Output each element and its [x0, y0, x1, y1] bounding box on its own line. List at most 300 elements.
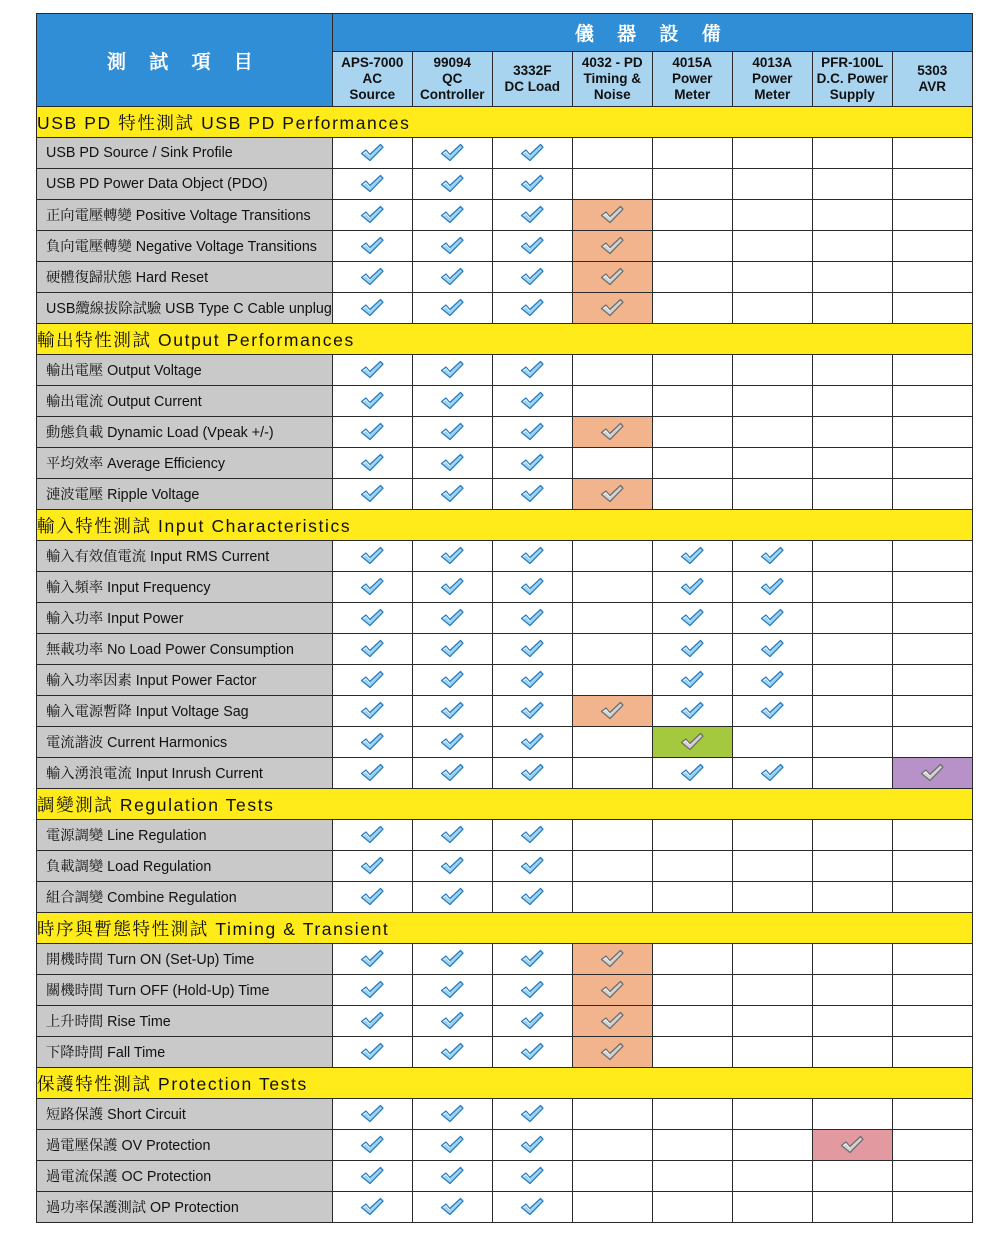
test-row [37, 944, 973, 975]
blue-check-icon [493, 763, 572, 783]
matrix-cell-avr5303 [892, 820, 972, 851]
matrix-cell-timing4032 [572, 138, 652, 169]
matrix-cell-dcload3332f [492, 355, 572, 386]
blue-check-icon [333, 422, 412, 442]
blue-check-icon [493, 174, 572, 194]
blue-check-icon [413, 1042, 492, 1062]
matrix-cell-qc99094 [412, 634, 492, 665]
blue-check-icon [413, 763, 492, 783]
matrix-cell-avr5303 [892, 1130, 972, 1161]
blue-check-icon [493, 577, 572, 597]
blue-check-icon [493, 732, 572, 752]
blue-check-icon [333, 1042, 412, 1062]
blue-check-icon [653, 577, 732, 597]
matrix-cell-avr5303 [892, 138, 972, 169]
blue-check-icon [413, 143, 492, 163]
matrix-cell-power4015a [652, 231, 732, 262]
test-item-label: 關機時間 Turn OFF (Hold-Up) Time [37, 975, 333, 1006]
blue-check-icon [333, 856, 412, 876]
section-title: 輸入特性測試 Input Characteristics [37, 510, 973, 541]
device-header-qc99094 [412, 52, 492, 107]
test-row [37, 448, 973, 479]
matrix-cell-avr5303 [892, 944, 972, 975]
gray-check-icon [893, 763, 972, 783]
blue-check-icon [333, 577, 412, 597]
matrix-cell-qc99094 [412, 665, 492, 696]
blue-check-icon [493, 856, 572, 876]
matrix-cell-power4013a [732, 572, 812, 603]
matrix-cell-qc99094 [412, 138, 492, 169]
matrix-cell-avr5303 [892, 1006, 972, 1037]
matrix-cell-pfr100l [812, 975, 892, 1006]
blue-check-icon [733, 701, 812, 721]
blue-check-icon [333, 701, 412, 721]
test-item-label: 硬體復歸狀態 Hard Reset [37, 262, 333, 293]
matrix-cell-timing4032 [572, 1099, 652, 1130]
device-name-line: DC Load [504, 79, 561, 94]
device-header-timing4032 [572, 52, 652, 107]
device-name-line: QC [442, 71, 463, 86]
matrix-cell-power4015a [652, 1192, 732, 1223]
section-row [37, 789, 973, 820]
matrix-cell-pfr100l [812, 169, 892, 200]
matrix-cell-power4015a [652, 975, 732, 1006]
blue-check-icon [493, 1135, 572, 1155]
blue-check-icon [653, 670, 732, 690]
matrix-cell-power4013a [732, 355, 812, 386]
test-row [37, 975, 973, 1006]
test-row [37, 479, 973, 510]
test-item-label: 電流諧波 Current Harmonics [37, 727, 333, 758]
blue-check-icon [413, 422, 492, 442]
blue-check-icon [333, 298, 412, 318]
test-row [37, 665, 973, 696]
matrix-cell-power4013a [732, 1006, 812, 1037]
blue-check-icon [333, 236, 412, 256]
gray-check-icon [573, 1011, 652, 1031]
section-row [37, 510, 973, 541]
device-name-line: AC [362, 71, 383, 86]
blue-check-icon [333, 391, 412, 411]
blue-check-icon [413, 701, 492, 721]
matrix-cell-power4013a [732, 944, 812, 975]
blue-check-icon [333, 608, 412, 628]
matrix-cell-dcload3332f [492, 665, 572, 696]
matrix-cell-power4013a [732, 851, 812, 882]
matrix-cell-aps7000 [332, 1006, 412, 1037]
blue-check-icon [333, 887, 412, 907]
matrix-cell-pfr100l [812, 1161, 892, 1192]
matrix-cell-timing4032 [572, 1161, 652, 1192]
matrix-cell-power4015a [652, 448, 732, 479]
blue-check-icon [493, 1104, 572, 1124]
matrix-cell-timing4032 [572, 169, 652, 200]
blue-check-icon [413, 267, 492, 287]
device-name-line: Supply [829, 87, 875, 102]
matrix-cell-qc99094 [412, 944, 492, 975]
matrix-cell-power4015a [652, 944, 732, 975]
matrix-cell-avr5303 [892, 479, 972, 510]
matrix-cell-qc99094 [412, 169, 492, 200]
gray-check-icon [813, 1135, 892, 1155]
matrix-cell-pfr100l [812, 944, 892, 975]
matrix-cell-aps7000 [332, 882, 412, 913]
gray-check-icon [573, 422, 652, 442]
matrix-cell-dcload3332f [492, 1006, 572, 1037]
blue-check-icon [413, 484, 492, 504]
blue-check-icon [493, 1197, 572, 1217]
matrix-cell-power4013a [732, 448, 812, 479]
device-name-line: D.C. Power [816, 71, 888, 86]
blue-check-icon [413, 1104, 492, 1124]
test-item-label: 過電壓保護 OV Protection [37, 1130, 333, 1161]
gray-check-icon [573, 484, 652, 504]
matrix-cell-power4015a [652, 200, 732, 231]
matrix-cell-aps7000 [332, 696, 412, 727]
blue-check-icon [493, 701, 572, 721]
matrix-cell-aps7000 [332, 293, 412, 324]
gray-check-icon [653, 732, 732, 752]
matrix-cell-pfr100l [812, 572, 892, 603]
matrix-cell-avr5303 [892, 541, 972, 572]
matrix-cell-power4013a [732, 727, 812, 758]
blue-check-icon [493, 360, 572, 380]
blue-check-icon [493, 1166, 572, 1186]
matrix-cell-power4015a [652, 882, 732, 913]
blue-check-icon [333, 825, 412, 845]
matrix-cell-qc99094 [412, 851, 492, 882]
blue-check-icon [413, 174, 492, 194]
matrix-cell-dcload3332f [492, 262, 572, 293]
matrix-cell-aps7000 [332, 727, 412, 758]
test-item-label: 輸入頻率 Input Frequency [37, 572, 333, 603]
test-row [37, 293, 973, 324]
matrix-cell-power4015a [652, 758, 732, 789]
blue-check-icon [413, 856, 492, 876]
matrix-cell-power4013a [732, 603, 812, 634]
device-name-line: Power [672, 71, 713, 86]
test-row [37, 1192, 973, 1223]
equipment-header: 儀 器 設 備 [332, 14, 972, 52]
blue-check-icon [653, 546, 732, 566]
matrix-cell-aps7000 [332, 851, 412, 882]
device-header-aps7000 [332, 52, 412, 107]
blue-check-icon [413, 1166, 492, 1186]
matrix-cell-aps7000 [332, 572, 412, 603]
matrix-cell-pfr100l [812, 1130, 892, 1161]
matrix-cell-power4015a [652, 1037, 732, 1068]
matrix-cell-power4015a [652, 479, 732, 510]
matrix-cell-dcload3332f [492, 820, 572, 851]
blue-check-icon [413, 298, 492, 318]
matrix-cell-aps7000 [332, 1099, 412, 1130]
test-item-label: 動態負載 Dynamic Load (Vpeak +/-) [37, 417, 333, 448]
blue-check-icon [413, 205, 492, 225]
matrix-cell-avr5303 [892, 1161, 972, 1192]
device-name-line: Timing & [583, 71, 642, 86]
device-name-line: Noise [593, 87, 631, 102]
blue-check-icon [333, 360, 412, 380]
blue-check-icon [493, 143, 572, 163]
blue-check-icon [493, 949, 572, 969]
blue-check-icon [413, 949, 492, 969]
matrix-cell-dcload3332f [492, 417, 572, 448]
matrix-cell-pfr100l [812, 355, 892, 386]
matrix-cell-power4013a [732, 138, 812, 169]
blue-check-icon [333, 1104, 412, 1124]
blue-check-icon [493, 887, 572, 907]
matrix-cell-pfr100l [812, 851, 892, 882]
matrix-cell-avr5303 [892, 975, 972, 1006]
matrix-cell-dcload3332f [492, 882, 572, 913]
matrix-cell-power4013a [732, 541, 812, 572]
matrix-cell-dcload3332f [492, 944, 572, 975]
matrix-cell-timing4032 [572, 417, 652, 448]
matrix-cell-timing4032 [572, 355, 652, 386]
blue-check-icon [333, 1197, 412, 1217]
device-header-dcload3332f [492, 52, 572, 107]
matrix-cell-aps7000 [332, 541, 412, 572]
matrix-cell-qc99094 [412, 541, 492, 572]
gray-check-icon [573, 205, 652, 225]
blue-check-icon [733, 763, 812, 783]
matrix-cell-power4015a [652, 417, 732, 448]
matrix-cell-power4015a [652, 262, 732, 293]
matrix-cell-pfr100l [812, 262, 892, 293]
matrix-cell-dcload3332f [492, 479, 572, 510]
blue-check-icon [493, 391, 572, 411]
matrix-cell-timing4032 [572, 572, 652, 603]
blue-check-icon [493, 205, 572, 225]
matrix-cell-dcload3332f [492, 386, 572, 417]
matrix-cell-timing4032 [572, 386, 652, 417]
blue-check-icon [333, 546, 412, 566]
matrix-cell-qc99094 [412, 1099, 492, 1130]
matrix-cell-dcload3332f [492, 758, 572, 789]
test-row [37, 417, 973, 448]
matrix-cell-power4015a [652, 169, 732, 200]
blue-check-icon [493, 1042, 572, 1062]
matrix-cell-dcload3332f [492, 448, 572, 479]
blue-check-icon [493, 825, 572, 845]
matrix-cell-dcload3332f [492, 541, 572, 572]
test-row [37, 1037, 973, 1068]
matrix-cell-aps7000 [332, 386, 412, 417]
blue-check-icon [413, 546, 492, 566]
blue-check-icon [413, 577, 492, 597]
matrix-cell-qc99094 [412, 1130, 492, 1161]
matrix-cell-power4013a [732, 479, 812, 510]
matrix-cell-timing4032 [572, 541, 652, 572]
matrix-cell-avr5303 [892, 882, 972, 913]
matrix-cell-power4015a [652, 820, 732, 851]
matrix-cell-pfr100l [812, 200, 892, 231]
blue-check-icon [413, 1011, 492, 1031]
matrix-cell-timing4032 [572, 1130, 652, 1161]
blue-check-icon [333, 205, 412, 225]
matrix-cell-timing4032 [572, 665, 652, 696]
test-row [37, 727, 973, 758]
matrix-cell-pfr100l [812, 696, 892, 727]
matrix-cell-qc99094 [412, 820, 492, 851]
test-row [37, 138, 973, 169]
blue-check-icon [653, 763, 732, 783]
matrix-cell-qc99094 [412, 417, 492, 448]
matrix-cell-avr5303 [892, 293, 972, 324]
blue-check-icon [733, 546, 812, 566]
blue-check-icon [333, 1011, 412, 1031]
blue-check-icon [493, 298, 572, 318]
test-row [37, 169, 973, 200]
gray-check-icon [573, 236, 652, 256]
matrix-cell-qc99094 [412, 1161, 492, 1192]
blue-check-icon [333, 670, 412, 690]
matrix-cell-qc99094 [412, 200, 492, 231]
test-item-label: USB PD Power Data Object (PDO) [37, 169, 333, 200]
section-row [37, 107, 973, 138]
blue-check-icon [333, 639, 412, 659]
matrix-cell-power4013a [732, 975, 812, 1006]
device-name-line: Power [752, 71, 793, 86]
test-row [37, 262, 973, 293]
blue-check-icon [493, 422, 572, 442]
matrix-cell-qc99094 [412, 1006, 492, 1037]
test-item-label: 負載調變 Load Regulation [37, 851, 333, 882]
matrix-cell-avr5303 [892, 448, 972, 479]
test-item-label: 開機時間 Turn ON (Set-Up) Time [37, 944, 333, 975]
matrix-cell-dcload3332f [492, 634, 572, 665]
blue-check-icon [733, 639, 812, 659]
matrix-cell-aps7000 [332, 1161, 412, 1192]
matrix-cell-avr5303 [892, 386, 972, 417]
test-row [37, 1099, 973, 1130]
test-item-label: 正向電壓轉變 Positive Voltage Transitions [37, 200, 333, 231]
matrix-cell-power4013a [732, 293, 812, 324]
matrix-cell-timing4032 [572, 820, 652, 851]
matrix-cell-dcload3332f [492, 200, 572, 231]
matrix-cell-qc99094 [412, 572, 492, 603]
blue-check-icon [333, 143, 412, 163]
matrix-cell-power4015a [652, 603, 732, 634]
matrix-cell-timing4032 [572, 696, 652, 727]
device-name-line: 99094 [433, 55, 472, 70]
matrix-cell-avr5303 [892, 355, 972, 386]
matrix-cell-timing4032 [572, 882, 652, 913]
device-name-line: Meter [754, 87, 791, 102]
test-item-label: USB PD Source / Sink Profile [37, 138, 333, 169]
blue-check-icon [413, 670, 492, 690]
matrix-cell-avr5303 [892, 1037, 972, 1068]
test-item-label: 過電流保護 OC Protection [37, 1161, 333, 1192]
blue-check-icon [333, 949, 412, 969]
matrix-cell-timing4032 [572, 1037, 652, 1068]
test-item-label: 負向電壓轉變 Negative Voltage Transitions [37, 231, 333, 262]
matrix-cell-avr5303 [892, 1192, 972, 1223]
matrix-cell-qc99094 [412, 882, 492, 913]
matrix-cell-aps7000 [332, 1037, 412, 1068]
matrix-cell-dcload3332f [492, 1037, 572, 1068]
blue-check-icon [413, 639, 492, 659]
matrix-cell-power4013a [732, 1099, 812, 1130]
matrix-cell-aps7000 [332, 169, 412, 200]
test-row [37, 386, 973, 417]
matrix-cell-dcload3332f [492, 1099, 572, 1130]
matrix-cell-qc99094 [412, 603, 492, 634]
matrix-cell-pfr100l [812, 541, 892, 572]
matrix-cell-pfr100l [812, 1099, 892, 1130]
matrix-cell-pfr100l [812, 882, 892, 913]
matrix-cell-power4013a [732, 169, 812, 200]
device-name-line: 5303 [917, 63, 948, 78]
matrix-cell-pfr100l [812, 1192, 892, 1223]
test-items-header: 測 試 項 目 [37, 14, 333, 107]
blue-check-icon [413, 825, 492, 845]
matrix-cell-pfr100l [812, 448, 892, 479]
blue-check-icon [333, 267, 412, 287]
matrix-cell-power4015a [652, 386, 732, 417]
section-title: 調變測試 Regulation Tests [37, 789, 973, 820]
section-title: 保護特性測試 Protection Tests [37, 1068, 973, 1099]
matrix-cell-avr5303 [892, 603, 972, 634]
matrix-cell-power4013a [732, 1192, 812, 1223]
matrix-cell-dcload3332f [492, 975, 572, 1006]
matrix-cell-timing4032 [572, 634, 652, 665]
blue-check-icon [413, 1135, 492, 1155]
matrix-cell-aps7000 [332, 758, 412, 789]
test-item-label: 輸出電流 Output Current [37, 386, 333, 417]
matrix-cell-qc99094 [412, 231, 492, 262]
matrix-cell-avr5303 [892, 417, 972, 448]
test-row [37, 882, 973, 913]
matrix-cell-pfr100l [812, 293, 892, 324]
matrix-cell-pfr100l [812, 1037, 892, 1068]
blue-check-icon [493, 608, 572, 628]
matrix-cell-avr5303 [892, 634, 972, 665]
matrix-cell-dcload3332f [492, 603, 572, 634]
device-header-power4015a [652, 52, 732, 107]
matrix-cell-aps7000 [332, 944, 412, 975]
blue-check-icon [493, 236, 572, 256]
matrix-cell-power4013a [732, 386, 812, 417]
matrix-cell-timing4032 [572, 944, 652, 975]
matrix-cell-aps7000 [332, 479, 412, 510]
section-title: 時序與暫態特性測試 Timing & Transient [37, 913, 973, 944]
matrix-cell-dcload3332f [492, 696, 572, 727]
matrix-cell-qc99094 [412, 448, 492, 479]
blue-check-icon [653, 608, 732, 628]
matrix-cell-power4013a [732, 231, 812, 262]
matrix-cell-aps7000 [332, 138, 412, 169]
matrix-cell-aps7000 [332, 1130, 412, 1161]
section-row [37, 324, 973, 355]
test-equipment-matrix [36, 13, 973, 1223]
test-item-label: 輸入有效值電流 Input RMS Current [37, 541, 333, 572]
matrix-cell-aps7000 [332, 355, 412, 386]
blue-check-icon [413, 732, 492, 752]
blue-check-icon [493, 453, 572, 473]
blue-check-icon [413, 887, 492, 907]
matrix-cell-power4013a [732, 200, 812, 231]
test-item-label: 下降時間 Fall Time [37, 1037, 333, 1068]
matrix-cell-power4013a [732, 1037, 812, 1068]
test-row [37, 200, 973, 231]
matrix-cell-pfr100l [812, 138, 892, 169]
matrix-cell-power4013a [732, 262, 812, 293]
blue-check-icon [333, 174, 412, 194]
matrix-cell-dcload3332f [492, 851, 572, 882]
device-name-line: 4013A [752, 55, 793, 70]
test-row [37, 572, 973, 603]
